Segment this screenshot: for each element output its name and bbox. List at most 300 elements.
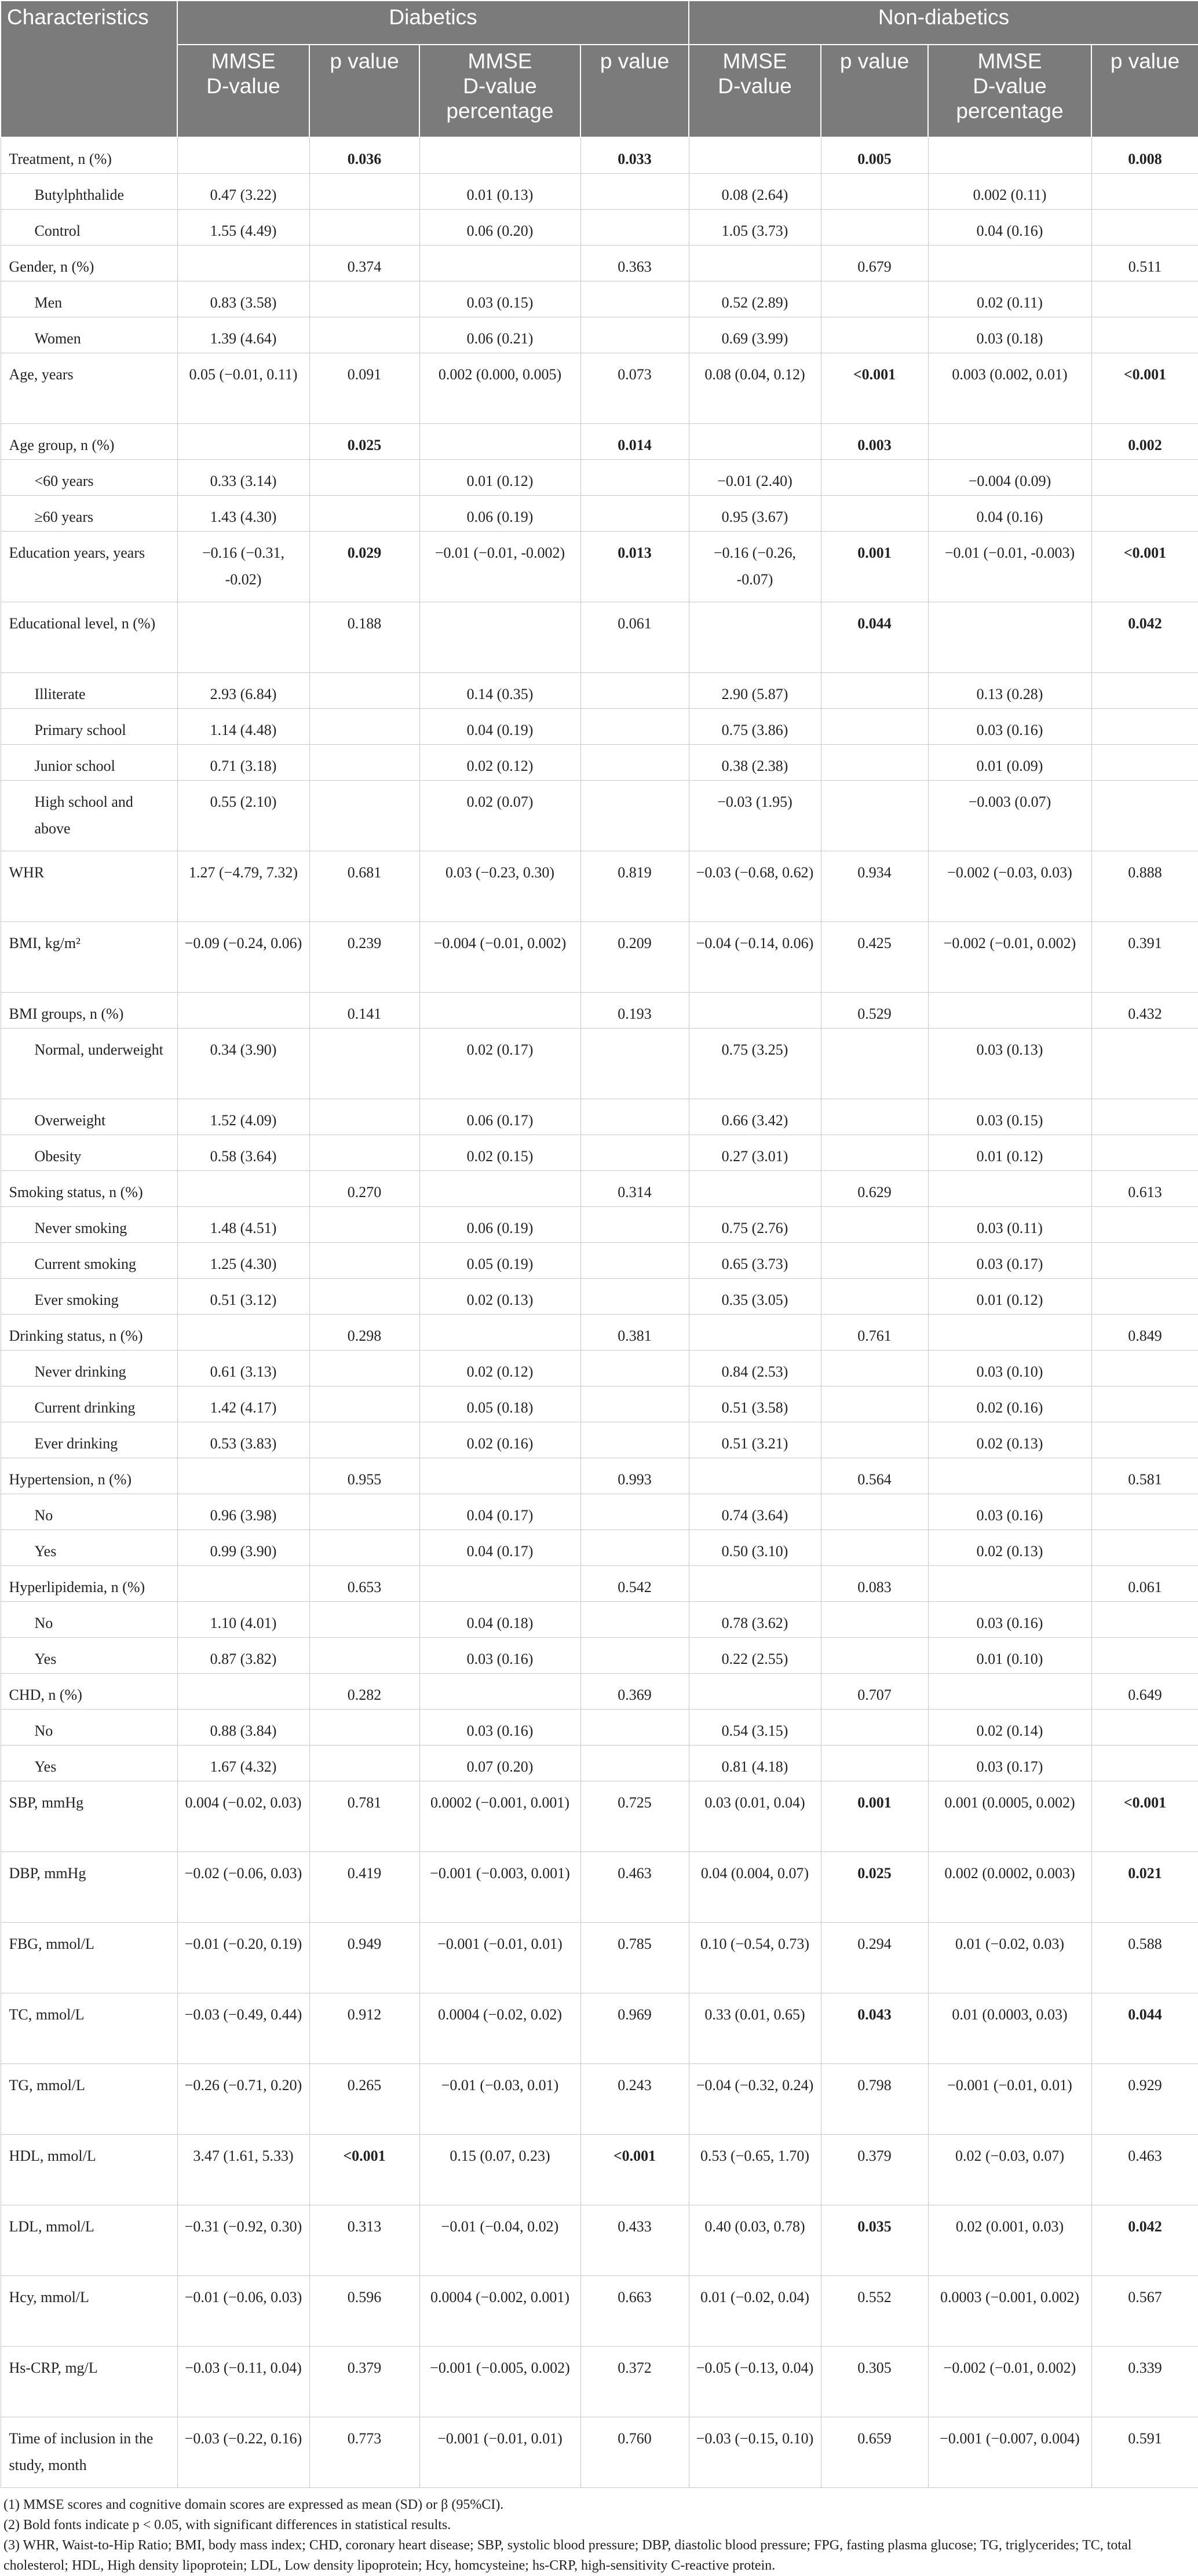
table-row [1, 1279, 1198, 1315]
table-cell [309, 210, 419, 246]
table-cell: 0.949 [309, 1923, 419, 1993]
row-label: Hcy, mmol/L [1, 2276, 177, 2347]
table-cell: −0.01 (−0.03, 0.01) [419, 2064, 580, 2135]
table-cell: 0.04 (0.16) [928, 210, 1091, 246]
table-cell: 0.912 [309, 1993, 419, 2064]
table-row [1, 460, 1198, 496]
table-cell: 0.463 [580, 1852, 689, 1923]
table-cell: 0.33 (0.01, 0.65) [689, 1993, 821, 2064]
table-cell: 0.629 [821, 1171, 928, 1207]
table-cell [821, 673, 928, 709]
table-cell [689, 246, 821, 281]
row-label: Obesity [1, 1135, 177, 1171]
table-cell: 0.03 (0.16) [928, 1494, 1091, 1530]
table-cell: 0.305 [821, 2347, 928, 2417]
row-label: Smoking status, n (%) [1, 1171, 177, 1207]
table-row [1, 1029, 1198, 1099]
table-cell: 0.002 (0.11) [928, 174, 1091, 210]
table-cell [580, 1243, 689, 1279]
table-cell: 0.785 [580, 1923, 689, 1993]
table-cell: 0.06 (0.20) [419, 210, 580, 246]
table-cell: 0.05 (0.19) [419, 1243, 580, 1279]
table-cell [821, 174, 928, 210]
table-row [1, 781, 1198, 851]
table-cell: −0.03 (−0.68, 0.62) [689, 851, 821, 922]
table-row [1, 532, 1198, 602]
table-cell [1091, 1746, 1198, 1781]
row-label: Butylphthalide [1, 174, 177, 210]
table-cell: 1.42 (4.17) [177, 1386, 309, 1422]
table-cell [580, 281, 689, 317]
table-row [1, 246, 1198, 281]
table-row [1, 2135, 1198, 2205]
table-cell: −0.26 (−0.71, 0.20) [177, 2064, 309, 2135]
table-row [1, 1422, 1198, 1458]
table-cell: 0.08 (2.64) [689, 174, 821, 210]
table-cell: 0.433 [580, 2205, 689, 2276]
header-subcol: MMSE D-value percentage [928, 45, 1091, 137]
row-label: Primary school [1, 709, 177, 745]
table-cell: −0.04 (−0.14, 0.06) [689, 922, 821, 993]
table-cell: 1.05 (3.73) [689, 210, 821, 246]
table-row [1, 317, 1198, 353]
row-label: Never drinking [1, 1351, 177, 1386]
table-cell [1091, 709, 1198, 745]
row-label: Normal, underweight [1, 1029, 177, 1099]
table-cell [928, 246, 1091, 281]
row-label: Yes [1, 1638, 177, 1674]
table-cell: 1.10 (4.01) [177, 1602, 309, 1638]
table-cell [580, 1638, 689, 1674]
table-cell: 0.061 [580, 602, 689, 673]
table-cell: 0.613 [1091, 1171, 1198, 1207]
row-label: Hs-CRP, mg/L [1, 2347, 177, 2417]
table-cell: 0.036 [309, 137, 419, 174]
table-cell [309, 1710, 419, 1746]
table-cell: 0.03 (0.17) [928, 1243, 1091, 1279]
table-cell [1091, 1243, 1198, 1279]
table-cell [689, 424, 821, 460]
table-cell: 0.02 (0.15) [419, 1135, 580, 1171]
table-cell: 0.99 (3.90) [177, 1530, 309, 1566]
table-cell [177, 1171, 309, 1207]
table-cell: 1.52 (4.09) [177, 1099, 309, 1135]
table-cell [309, 317, 419, 353]
table-cell: 0.929 [1091, 2064, 1198, 2135]
table-cell: 0.33 (3.14) [177, 460, 309, 496]
table-cell [689, 1674, 821, 1710]
table-cell: 0.01 (0.09) [928, 745, 1091, 781]
table-cell: 0.681 [309, 851, 419, 922]
table-cell [1091, 781, 1198, 851]
row-label: SBP, mmHg [1, 1781, 177, 1852]
table-cell [309, 709, 419, 745]
table-cell: <0.001 [580, 2135, 689, 2205]
header-subcol: p value [821, 45, 928, 137]
table-cell [928, 1171, 1091, 1207]
table-cell: 0.993 [580, 1458, 689, 1494]
table-cell: 0.001 [821, 532, 928, 602]
table-cell: 0.001 [821, 1781, 928, 1852]
table-cell: <0.001 [821, 353, 928, 424]
table-cell: 0.002 (0.000, 0.005) [419, 353, 580, 424]
table-cell: 0.03 (0.15) [419, 281, 580, 317]
table-cell: 0.22 (2.55) [689, 1638, 821, 1674]
table-cell: 0.10 (−0.54, 0.73) [689, 1923, 821, 1993]
row-label: Women [1, 317, 177, 353]
table-cell: −0.03 (−0.11, 0.04) [177, 2347, 309, 2417]
table-cell [580, 1207, 689, 1243]
row-label: Age group, n (%) [1, 424, 177, 460]
table-cell: 0.773 [309, 2417, 419, 2488]
table-cell: −0.16 (−0.26, -0.07) [689, 532, 821, 602]
table-cell: 0.03 (−0.23, 0.30) [419, 851, 580, 922]
table-cell [177, 993, 309, 1029]
table-row [1, 1638, 1198, 1674]
table-cell: 0.01 (0.12) [419, 460, 580, 496]
table-cell [689, 993, 821, 1029]
table-cell [309, 1746, 419, 1781]
table-cell: 0.552 [821, 2276, 928, 2347]
table-cell [419, 1171, 580, 1207]
table-cell [309, 1279, 419, 1315]
table-cell [1091, 1638, 1198, 1674]
table-row [1, 1243, 1198, 1279]
table-cell [928, 602, 1091, 673]
table-cell [309, 1351, 419, 1386]
row-label: Yes [1, 1530, 177, 1566]
table-cell: 0.581 [1091, 1458, 1198, 1494]
table-cell: 0.044 [1091, 1993, 1198, 2064]
table-cell [1091, 1029, 1198, 1099]
table-cell: −0.002 (−0.03, 0.03) [928, 851, 1091, 922]
row-label: Never smoking [1, 1207, 177, 1243]
table-cell [580, 709, 689, 745]
table-row [1, 1674, 1198, 1710]
table-cell [1091, 1099, 1198, 1135]
table-cell [821, 1638, 928, 1674]
table-cell: <0.001 [1091, 1781, 1198, 1852]
table-cell: 0.313 [309, 2205, 419, 2276]
row-label: LDL, mmol/L [1, 2205, 177, 2276]
row-label: Current smoking [1, 1243, 177, 1279]
table-cell [689, 1315, 821, 1351]
table-cell: 0.969 [580, 1993, 689, 2064]
table-cell [419, 1566, 580, 1602]
table-cell: 0.083 [821, 1566, 928, 1602]
table-body [1, 137, 1198, 2488]
row-label: Yes [1, 1746, 177, 1781]
table-row [1, 745, 1198, 781]
table-cell [821, 781, 928, 851]
table-cell: 0.02 (0.13) [928, 1530, 1091, 1566]
table-cell: 0.03 (0.01, 0.04) [689, 1781, 821, 1852]
table-cell [309, 781, 419, 851]
table-row [1, 2276, 1198, 2347]
table-cell: 0.06 (0.19) [419, 1207, 580, 1243]
table-cell [309, 1099, 419, 1135]
table-cell: 0.061 [1091, 1566, 1198, 1602]
table-cell [1091, 317, 1198, 353]
table-cell: 0.83 (3.58) [177, 281, 309, 317]
table-row [1, 2064, 1198, 2135]
table-cell: 1.14 (4.48) [177, 709, 309, 745]
table-row [1, 851, 1198, 922]
table-cell: −0.003 (0.07) [928, 781, 1091, 851]
table-cell [821, 1029, 928, 1099]
table-cell [689, 602, 821, 673]
table-cell: 0.75 (3.25) [689, 1029, 821, 1099]
table-cell: 0.002 [1091, 424, 1198, 460]
table-row [1, 1923, 1198, 1993]
table-cell [580, 1710, 689, 1746]
table-cell: 0.369 [580, 1674, 689, 1710]
table-cell: 0.06 (0.19) [419, 496, 580, 532]
table-cell: 0.265 [309, 2064, 419, 2135]
table-row [1, 1099, 1198, 1135]
table-cell: 0.955 [309, 1458, 419, 1494]
table-cell: 0.55 (2.10) [177, 781, 309, 851]
table-cell [689, 1566, 821, 1602]
table-cell: 0.888 [1091, 851, 1198, 922]
table-cell [309, 281, 419, 317]
table-cell: 0.04 (0.16) [928, 496, 1091, 532]
table-cell: 0.0002 (−0.001, 0.001) [419, 1781, 580, 1852]
table-row [1, 1781, 1198, 1852]
footnote: (1) MMSE scores and cognitive domain scores are expressed as mean (SD) or β (95%CI). [3, 2497, 504, 2512]
table-cell: 0.06 (0.21) [419, 317, 580, 353]
header-subcol: p value [309, 45, 419, 137]
table-cell: 0.69 (3.99) [689, 317, 821, 353]
table-cell [821, 1351, 928, 1386]
table-row [1, 1710, 1198, 1746]
row-label: Educational level, n (%) [1, 602, 177, 673]
table-row [1, 424, 1198, 460]
table-cell: 0.88 (3.84) [177, 1710, 309, 1746]
row-label: No [1, 1602, 177, 1638]
table-cell: 0.270 [309, 1171, 419, 1207]
table-row [1, 496, 1198, 532]
table-cell [309, 1422, 419, 1458]
table-cell: 0.374 [309, 246, 419, 281]
table-cell: 0.529 [821, 993, 928, 1029]
table-row [1, 602, 1198, 673]
table-row [1, 993, 1198, 1029]
table-cell [309, 1494, 419, 1530]
table-cell: 0.596 [309, 2276, 419, 2347]
table-cell [928, 424, 1091, 460]
table-cell [821, 496, 928, 532]
table-cell [580, 210, 689, 246]
row-label: Ever drinking [1, 1422, 177, 1458]
table-cell: 0.02 (0.12) [419, 1351, 580, 1386]
table-cell [821, 1746, 928, 1781]
table-cell: 0.71 (3.18) [177, 745, 309, 781]
table-cell: 0.47 (3.22) [177, 174, 309, 210]
table-cell: 0.02 (0.13) [928, 1422, 1091, 1458]
table-cell [689, 1171, 821, 1207]
table-cell: 0.511 [1091, 246, 1198, 281]
table-cell: 0.934 [821, 851, 928, 922]
table-cell: −0.03 (−0.49, 0.44) [177, 1993, 309, 2064]
row-label: Control [1, 210, 177, 246]
table-cell [1091, 496, 1198, 532]
table-cell: 2.93 (6.84) [177, 673, 309, 709]
row-label: BMI groups, n (%) [1, 993, 177, 1029]
table-cell: 0.849 [1091, 1315, 1198, 1351]
table-cell [309, 174, 419, 210]
table-cell: 0.02 (0.07) [419, 781, 580, 851]
table-cell: 0.314 [580, 1171, 689, 1207]
row-label: Hypertension, n (%) [1, 1458, 177, 1494]
table-cell [309, 673, 419, 709]
table-cell: 0.339 [1091, 2347, 1198, 2417]
table-row [1, 1351, 1198, 1386]
row-label: Education years, years [1, 532, 177, 602]
row-label: Hyperlipidemia, n (%) [1, 1566, 177, 1602]
table-cell: 0.035 [821, 2205, 928, 2276]
table-cell: −0.001 (−0.007, 0.004) [928, 2417, 1091, 2488]
header-subcol: MMSE D-value [177, 45, 309, 137]
table-cell [580, 1135, 689, 1171]
table-cell: 0.38 (2.38) [689, 745, 821, 781]
table-cell [309, 1029, 419, 1099]
table-cell: −0.31 (−0.92, 0.30) [177, 2205, 309, 2276]
table-cell: 0.03 (0.16) [419, 1710, 580, 1746]
header-subcol: p value [580, 45, 689, 137]
table-cell [177, 602, 309, 673]
table-row [1, 353, 1198, 424]
table-cell: 0.02 (0.14) [928, 1710, 1091, 1746]
table-cell: 0.209 [580, 922, 689, 993]
table-cell: 0.34 (3.90) [177, 1029, 309, 1099]
table-cell [1091, 1602, 1198, 1638]
table-cell [580, 1351, 689, 1386]
table-cell: 0.564 [821, 1458, 928, 1494]
table-cell [580, 1530, 689, 1566]
table-cell [821, 1099, 928, 1135]
table-cell: −0.05 (−0.13, 0.04) [689, 2347, 821, 2417]
table-cell: 0.043 [821, 1993, 928, 2064]
table-cell: 0.725 [580, 1781, 689, 1852]
table-cell: −0.02 (−0.06, 0.03) [177, 1852, 309, 1923]
table-cell [309, 496, 419, 532]
table-cell [309, 1638, 419, 1674]
row-label: CHD, n (%) [1, 1674, 177, 1710]
table-cell [928, 1458, 1091, 1494]
table-cell: 0.294 [821, 1923, 928, 1993]
table-cell: 0.02 (0.12) [419, 745, 580, 781]
table-cell [419, 137, 580, 174]
table-cell: −0.03 (1.95) [689, 781, 821, 851]
table-cell [1091, 281, 1198, 317]
table-cell [821, 1602, 928, 1638]
header-subcol: p value [1091, 45, 1198, 137]
table-cell: −0.002 (−0.01, 0.002) [928, 2347, 1091, 2417]
table-cell: 0.003 [821, 424, 928, 460]
table-cell: 0.381 [580, 1315, 689, 1351]
table-cell [821, 460, 928, 496]
table-cell: 0.50 (3.10) [689, 1530, 821, 1566]
table-cell: −0.002 (−0.01, 0.002) [928, 922, 1091, 993]
row-label: Ever smoking [1, 1279, 177, 1315]
table-cell [1091, 1351, 1198, 1386]
row-label: WHR [1, 851, 177, 922]
table-cell [580, 745, 689, 781]
table-cell [309, 1135, 419, 1171]
table-cell [580, 1386, 689, 1422]
table-cell: −0.004 (−0.01, 0.002) [419, 922, 580, 993]
table-cell: 1.39 (4.64) [177, 317, 309, 353]
table-cell: <0.001 [1091, 353, 1198, 424]
table-cell [309, 1207, 419, 1243]
table-row [1, 2205, 1198, 2276]
table-cell: 0.66 (3.42) [689, 1099, 821, 1135]
table-row [1, 1494, 1198, 1530]
table-cell [821, 1530, 928, 1566]
table-cell: −0.001 (−0.01, 0.01) [419, 2417, 580, 2488]
table-cell [1091, 1386, 1198, 1422]
table-cell: 0.798 [821, 2064, 928, 2135]
table-cell: 0.04 (0.17) [419, 1494, 580, 1530]
header-group-diabetics: Diabetics [177, 1, 689, 45]
table-cell [821, 745, 928, 781]
table-cell: 0.141 [309, 993, 419, 1029]
row-label: No [1, 1494, 177, 1530]
table-cell: 0.07 (0.20) [419, 1746, 580, 1781]
row-label: TC, mmol/L [1, 1993, 177, 2064]
table-cell: 0.073 [580, 353, 689, 424]
table-cell: 0.84 (2.53) [689, 1351, 821, 1386]
row-label: Treatment, n (%) [1, 137, 177, 174]
row-label: HDL, mmol/L [1, 2135, 177, 2205]
table-cell: −0.001 (−0.01, 0.01) [419, 1923, 580, 1993]
table-cell [928, 1315, 1091, 1351]
table-cell [580, 1279, 689, 1315]
table-cell: 0.001 (0.0005, 0.002) [928, 1781, 1091, 1852]
table-cell: −0.01 (−0.20, 0.19) [177, 1923, 309, 1993]
table-cell [580, 1029, 689, 1099]
table-cell: 0.04 (0.17) [419, 1530, 580, 1566]
table-cell [1091, 210, 1198, 246]
table-cell [821, 1494, 928, 1530]
table-cell [821, 709, 928, 745]
table-cell: 0.78 (3.62) [689, 1602, 821, 1638]
table-cell [1091, 460, 1198, 496]
table-row [1, 1602, 1198, 1638]
table-cell: 0.35 (3.05) [689, 1279, 821, 1315]
table-cell: 0.542 [580, 1566, 689, 1602]
table-cell: 0.649 [1091, 1674, 1198, 1710]
table-cell: 0.819 [580, 851, 689, 922]
footnote: (3) WHR, Waist-to-Hip Ratio; BMI, body mass index; CHD, coronary heart disease; SBP, systolic blood pressure; DBP, diastolic blood pressure; FPG, fasting plasma glucose; TG, triglycerides; TC, total cholesterol; HDL, High density lipoprotein; LDL, Low density lipoprotein; Hcy, homcysteine; hs-CRP, high-sensitivity C-reactive protein. [3, 2538, 1132, 2573]
table-cell [928, 1674, 1091, 1710]
table-cell: 0.282 [309, 1674, 419, 1710]
table-cell: 0.54 (3.15) [689, 1710, 821, 1746]
table-cell: 1.48 (4.51) [177, 1207, 309, 1243]
table-cell [1091, 673, 1198, 709]
table-cell [580, 781, 689, 851]
table-cell: 0.419 [309, 1852, 419, 1923]
table-row [1, 1746, 1198, 1781]
table-cell: 0.013 [580, 532, 689, 602]
row-label: High school and above [1, 781, 177, 851]
row-label: Men [1, 281, 177, 317]
table-cell: 0.0004 (−0.02, 0.02) [419, 1993, 580, 2064]
table-cell: 0.40 (0.03, 0.78) [689, 2205, 821, 2276]
table-cell: 0.27 (3.01) [689, 1135, 821, 1171]
table-cell: 0.01 (0.13) [419, 174, 580, 210]
